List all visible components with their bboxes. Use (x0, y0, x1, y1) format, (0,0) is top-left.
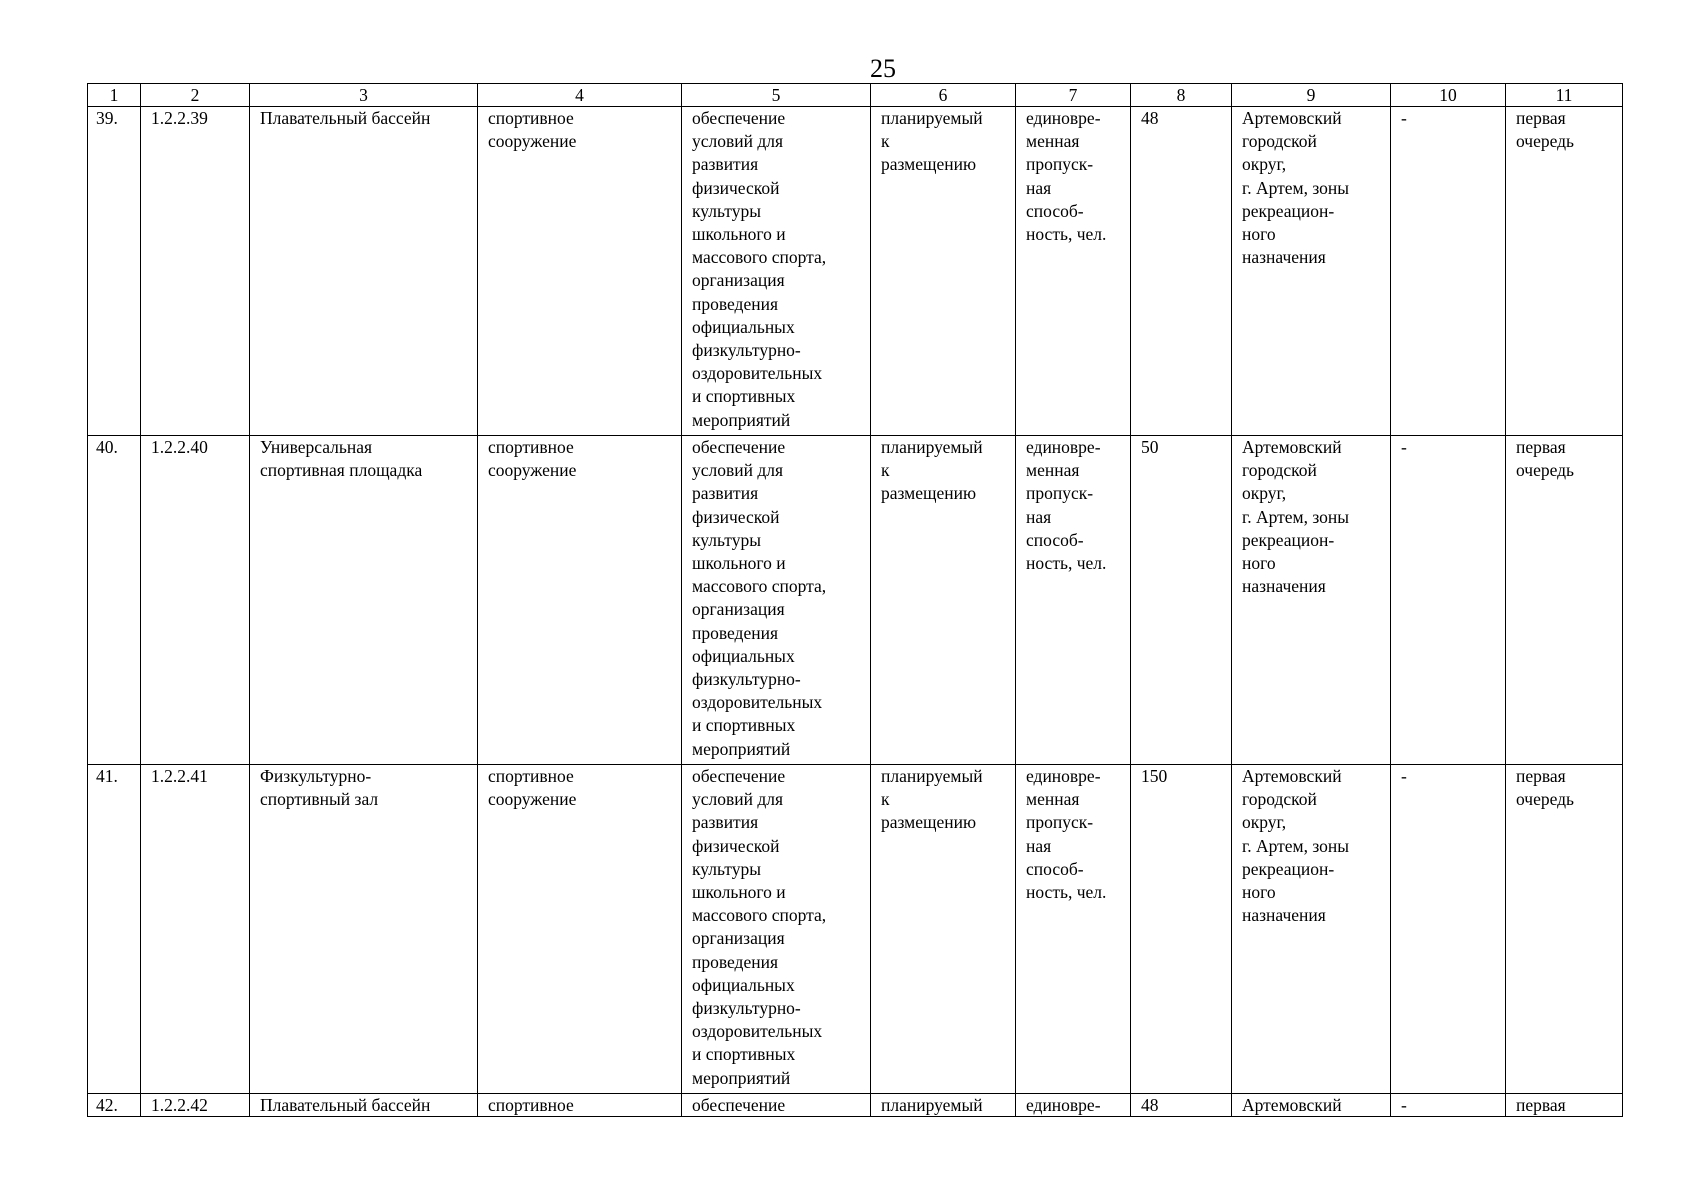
capacity-label: единовре- (1016, 1094, 1131, 1117)
capacity-value: 48 (1131, 1094, 1232, 1117)
object-code: 1.2.2.41 (141, 765, 250, 1094)
object-status: планируемый к размещению (871, 107, 1016, 436)
col-header: 9 (1232, 84, 1391, 107)
implementation-stage: первая очередь (1506, 436, 1623, 765)
zone-characteristic: - (1391, 107, 1506, 436)
location: Артемовский городской округ, г. Артем, зоны рекреацион- ного назначения (1232, 107, 1391, 436)
col-header: 5 (682, 84, 871, 107)
location: Артемовский городской округ, г. Артем, зоны рекреацион- ного назначения (1232, 765, 1391, 1094)
capacity-label: единовре- менная пропуск- ная способ- ность, чел. (1016, 765, 1131, 1094)
object-name: Универсальная спортивная площадка (250, 436, 478, 765)
object-purpose: обеспечение (682, 1094, 871, 1117)
capacity-value: 50 (1131, 436, 1232, 765)
object-code: 1.2.2.40 (141, 436, 250, 765)
object-code: 1.2.2.39 (141, 107, 250, 436)
col-header: 3 (250, 84, 478, 107)
row-index: 40. (88, 436, 141, 765)
row-index: 41. (88, 765, 141, 1094)
col-header: 4 (478, 84, 682, 107)
implementation-stage: первая (1506, 1094, 1623, 1117)
facilities-table (87, 83, 1623, 1117)
object-purpose: обеспечение условий для развития физической культуры школьного и массового спорта, организация проведения официальных физкультурно- оздоровительных и спортивных мероприятий (682, 765, 871, 1094)
location: Артемовский городской округ, г. Артем, зоны рекреацион- ного назначения (1232, 436, 1391, 765)
col-header: 11 (1506, 84, 1623, 107)
col-header: 6 (871, 84, 1016, 107)
col-header: 10 (1391, 84, 1506, 107)
capacity-value: 150 (1131, 765, 1232, 1094)
table-row (88, 107, 1623, 436)
column-number-row (88, 84, 1623, 107)
object-purpose: обеспечение условий для развития физической культуры школьного и массового спорта, организация проведения официальных физкультурно- оздоровительных и спортивных мероприятий (682, 436, 871, 765)
zone-characteristic: - (1391, 765, 1506, 1094)
object-status: планируемый к размещению (871, 436, 1016, 765)
capacity-label: единовре- менная пропуск- ная способ- ность, чел. (1016, 107, 1131, 436)
object-name: Плавательный бассейн (250, 1094, 478, 1117)
object-status: планируемый к размещению (871, 765, 1016, 1094)
object-code: 1.2.2.42 (141, 1094, 250, 1117)
capacity-value: 48 (1131, 107, 1232, 436)
object-purpose: обеспечение условий для развития физической культуры школьного и массового спорта, организация проведения официальных физкультурно- оздоровительных и спортивных мероприятий (682, 107, 871, 436)
implementation-stage: первая очередь (1506, 765, 1623, 1094)
col-header: 8 (1131, 84, 1232, 107)
table-row (88, 765, 1623, 1094)
col-header: 2 (141, 84, 250, 107)
row-index: 39. (88, 107, 141, 436)
table-row (88, 436, 1623, 765)
object-type: спортивное сооружение (478, 436, 682, 765)
table-row (88, 1094, 1623, 1117)
zone-characteristic: - (1391, 1094, 1506, 1117)
object-type: спортивное (478, 1094, 682, 1117)
page-number: 25 (870, 54, 896, 83)
object-name: Плавательный бассейн (250, 107, 478, 436)
location: Артемовский (1232, 1094, 1391, 1117)
col-header: 7 (1016, 84, 1131, 107)
object-name: Физкультурно- спортивный зал (250, 765, 478, 1094)
object-type: спортивное сооружение (478, 107, 682, 436)
col-header: 1 (88, 84, 141, 107)
object-status: планируемый (871, 1094, 1016, 1117)
implementation-stage: первая очередь (1506, 107, 1623, 436)
row-index: 42. (88, 1094, 141, 1117)
capacity-label: единовре- менная пропуск- ная способ- ность, чел. (1016, 436, 1131, 765)
object-type: спортивное сооружение (478, 765, 682, 1094)
zone-characteristic: - (1391, 436, 1506, 765)
